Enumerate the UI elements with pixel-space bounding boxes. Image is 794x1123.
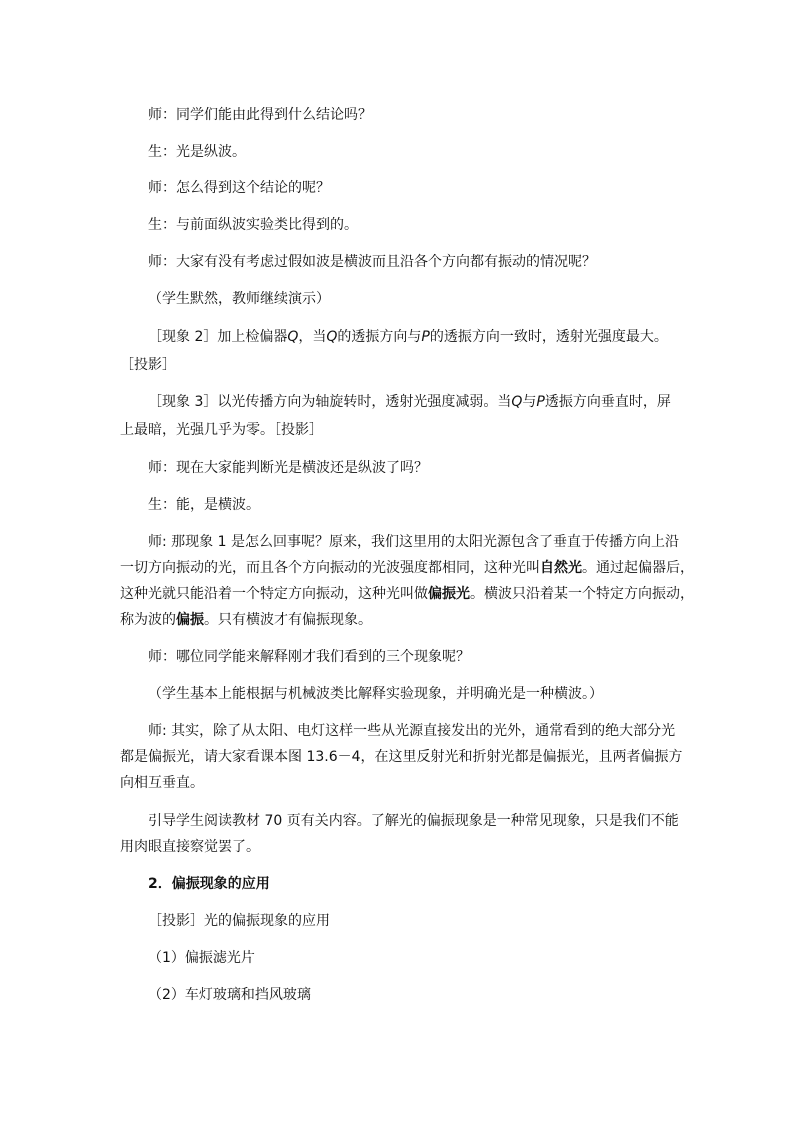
term-polarization: 偏振 <box>176 612 204 628</box>
term-polarized-light: 偏振光 <box>428 586 470 602</box>
explanation-line-4: 称为波的偏振。只有横波才有偏振现象。 <box>120 612 372 628</box>
dialogue-teacher-question: 师：怎么得到这个结论的呢？ <box>148 180 330 196</box>
phenomenon-3-line-2: 上最暗，光强几乎为零。［投影］ <box>120 422 323 438</box>
dialogue-teacher-question: 师：哪位同学能来解释刚才我们看到的三个现象呢？ <box>148 649 470 665</box>
explanation-line-1: 师: 那现象 1 是怎么回事呢？原来，我们这里用的太阳光源包含了垂直于传播方向上沿 <box>148 534 679 550</box>
explanation-line-3: 这种光就只能沿着一个特定方向振动，这种光叫做偏振光。横波只沿着某一个特定方向振动， <box>120 586 694 602</box>
teacher-explanation-line-1: 师: 其实，除了从太阳、电灯这样一些从光源直接发出的光外，通常看到的绝大部分光 <box>148 723 676 739</box>
projection-title: ［投影］光的偏振现象的应用 <box>148 913 330 929</box>
stage-direction: （学生默然，教师继续演示） <box>148 291 330 307</box>
teacher-explanation-line-3: 向相互垂直。 <box>120 775 204 791</box>
dialogue-teacher-question: 师：同学们能由此得到什么结论吗？ <box>148 107 372 123</box>
dialogue-teacher-question: 师：大家有没有考虑过假如波是横波而且沿各个方向都有振动的情况呢？ <box>148 254 596 270</box>
list-item: （2）车灯玻璃和挡风玻璃 <box>148 987 311 1003</box>
dialogue-student-answer: 生：能，是横波。 <box>148 497 260 513</box>
teacher-explanation-line-2: 都是偏振光，请大家看课本图 13.6－4，在这里反射光和折射光都是偏振光，且两者偏振方 <box>120 749 683 765</box>
guidance-line-2: 用肉眼直接察觉罢了。 <box>120 839 260 855</box>
dialogue-student-answer: 生：光是纵波。 <box>148 144 246 160</box>
dialogue-teacher-question: 师：现在大家能判断光是横波还是纵波了吗？ <box>148 460 428 476</box>
dialogue-student-answer: 生：与前面纵波实验类比得到的。 <box>148 217 358 233</box>
guidance-line-1: 引导学生阅读教材 70 页有关内容。了解光的偏振现象是一种常见现象，只是我们不能 <box>148 813 679 829</box>
term-natural-light: 自然光 <box>540 560 582 576</box>
phenomenon-2-line-1: ［现象 2］加上检偏器Q，当Q的透振方向与P的透振方向一致时，透射光强度最大。 <box>148 329 668 345</box>
list-item: （1）偏振滤光片 <box>148 950 255 966</box>
explanation-line-2: 一切方向振动的光，而且各个方向振动的光波强度都相同，这种光叫自然光。通过起偏器后， <box>120 560 694 576</box>
phenomenon-2-line-2: ［投影］ <box>120 357 176 373</box>
stage-direction: （学生基本上能根据与机械波类比解释实验现象，并明确光是一种横波。） <box>148 686 603 702</box>
phenomenon-3-line-1: ［现象 3］以光传播方向为轴旋转时，透射光强度减弱。当Q与P透振方向垂直时，屏 <box>148 394 671 410</box>
section-heading: 2．偏振现象的应用 <box>148 876 270 892</box>
